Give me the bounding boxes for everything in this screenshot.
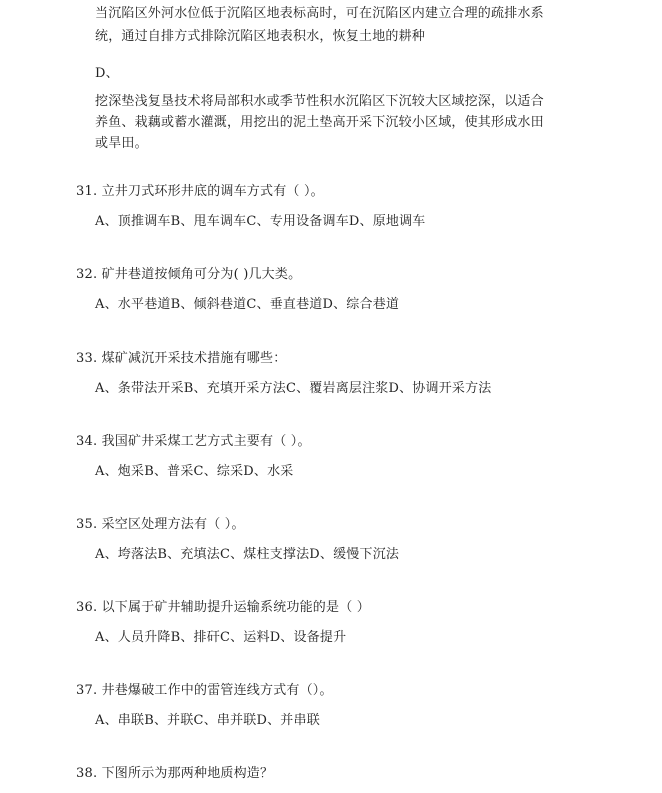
question-36-options: A、人员升降B、排矸C、运料D、设备提升	[95, 630, 347, 645]
question-38: 38. 下图所示为那两种地质构造？	[76, 766, 274, 781]
question-33: 33. 煤矿减沉开采技术措施有哪些：	[76, 351, 287, 366]
option-d-line-1: 挖深垫浅复垦技术将局部积水或季节性积水沉陷区下沉较大区域挖深，以适合	[95, 94, 544, 109]
question-32-options: A、水平巷道B、倾斜巷道C、垂直巷道D、综合巷道	[95, 297, 400, 312]
question-31-options: A、顶推调车B、甩车调车C、专用设备调车D、原地调车	[95, 214, 426, 229]
question-35: 35. 采空区处理方法有（ ）。	[76, 517, 245, 532]
question-37-options: A、串联B、并联C、串并联D、并串联	[95, 713, 320, 728]
question-34: 34. 我国矿井采煤工艺方式主要有（ ）。	[76, 434, 311, 449]
option-d-label: D、	[95, 66, 119, 81]
question-33-options: A、条带法开采B、充填开采方法C、覆岩离层注浆D、协调开采方法	[95, 381, 492, 396]
question-31: 31. 立井刀式环形井底的调车方式有（ ）。	[76, 184, 324, 199]
intro-line-2: 统，通过自排方式排除沉陷区地表积水，恢复土地的耕种	[95, 29, 426, 44]
question-37: 37. 井巷爆破工作中的雷管连线方式有（）。	[76, 683, 333, 698]
question-32: 32. 矿井巷道按倾角可分为( )几大类。	[76, 267, 302, 282]
question-34-options: A、炮采B、普采C、综采D、水采	[95, 464, 294, 479]
intro-line-1: 当沉陷区外河水位低于沉陷区地表标高时，可在沉陷区内建立合理的疏排水系	[95, 6, 544, 21]
question-36: 36. 以下属于矿井辅助提升运输系统功能的是（ ）	[76, 600, 370, 615]
option-d-line-2: 养鱼、栽藕或蓄水灌溉，用挖出的泥土垫高开采下沉较小区域，使其形成水田	[95, 115, 544, 130]
option-d-line-3: 或旱田。	[95, 136, 148, 151]
question-35-options: A、垮落法B、充填法C、煤柱支撑法D、缓慢下沉法	[95, 547, 400, 562]
